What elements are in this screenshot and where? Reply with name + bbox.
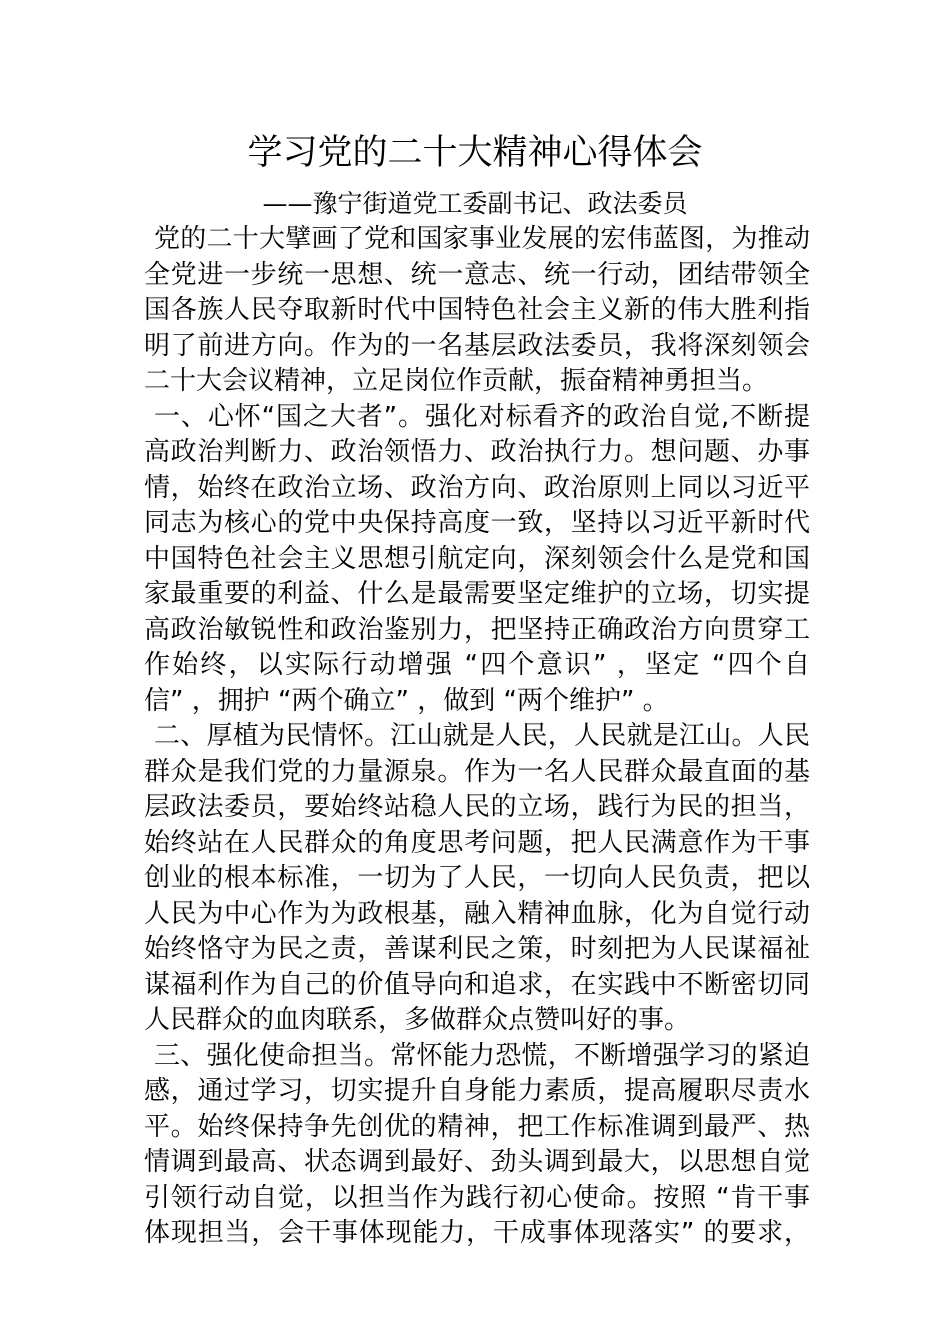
body-text-line: 人民为中心作为为政根基，融入精神血脉，化为自觉行动 <box>144 898 810 929</box>
body-text-line: 引领行动自觉，以担当作为践行初心使命。按照 “肯干事 <box>144 1182 810 1213</box>
body-text-line: 平。始终保持争先创优的精神，把工作标准调到最严、热 <box>144 1111 810 1142</box>
body-text-line: 始终恪守为民之责，善谋利民之策，时刻把为人民谋福祉 <box>144 934 810 964</box>
body-text-line: 人民群众的血肉联系，多做群众点赞叫好的事。 <box>144 1005 691 1035</box>
body-text-line: 层政法委员，要始终站稳人民的立场，践行为民的担当， <box>144 792 810 822</box>
body-text-line: 党的二十大擘画了党和国家事业发展的宏伟蓝图，为推动 <box>154 224 810 254</box>
body-text-line: 全党进一步统一思想、统一意志、统一行动，团结带领全 <box>144 259 810 290</box>
body-text-line: 信” ，拥护 “两个确立” ，做到 “两个维护” 。 <box>144 685 669 716</box>
body-text-line: 谋福利作为自己的价值导向和追求，在实践中不断密切同 <box>144 969 810 1000</box>
body-text-line: 国各族人民夺取新时代中国特色社会主义新的伟大胜利指 <box>144 295 810 325</box>
body-text-line: 创业的根本标准，一切为了人民，一切向人民负责，把以 <box>144 863 810 893</box>
body-text-line: 群众是我们党的力量源泉。作为一名人民群众最直面的基 <box>144 756 810 787</box>
document-body <box>144 222 810 1252</box>
document-title: 学习党的二十大精神心得体会 <box>247 133 703 173</box>
body-text-line: 高政治判断力、政治领悟力、政治执行力。想问题、办事 <box>144 437 810 467</box>
body-text-line: 家最重要的利益、什么是最需要坚定维护的立场，切实提 <box>144 579 810 609</box>
body-text-line: 始终站在人民群众的角度思考问题，把人民满意作为干事 <box>144 827 810 858</box>
body-text-line: 二十大会议精神，立足岗位作贡献，振奋精神勇担当。 <box>144 366 769 396</box>
body-text-line: 三、强化使命担当。常怀能力恐慌，不断增强学习的紧迫 <box>154 1040 810 1071</box>
body-text-line: 明了前进方向。作为的一名基层政法委员，我将深刻领会 <box>144 330 810 361</box>
body-text-line: 作始终，以实际行动增强 “四个意识” ，坚定 “四个自 <box>144 650 810 680</box>
body-text-line: 高政治敏锐性和政治鉴别力，把坚持正确政治方向贯穿工 <box>144 614 810 645</box>
body-text-line: 感，通过学习，切实提升自身能力素质，提高履职尽责水 <box>144 1076 810 1106</box>
body-text-line: 情，始终在政治立场、政治方向、政治原则上同以习近平 <box>144 472 810 503</box>
body-text-line: 二、厚植为民情怀。江山就是人民，人民就是江山。人民 <box>154 721 810 751</box>
body-text-line: 中国特色社会主义思想引航定向，深刻领会什么是党和国 <box>144 543 810 574</box>
body-text-line: 一、心怀“国之大者”。强化对标看齐的政治自觉,不断提 <box>154 401 810 432</box>
document-subtitle: ——豫宁街道党工委副书记、政法委员 <box>262 189 688 218</box>
body-text-line: 体现担当，会干事体现能力，干成事体现落实” 的要求， <box>144 1218 810 1248</box>
body-text-line: 同志为核心的党中央保持高度一致，坚持以习近平新时代 <box>144 508 810 538</box>
body-text-line: 情调到最高、状态调到最好、劲头调到最大，以思想自觉 <box>144 1147 810 1177</box>
